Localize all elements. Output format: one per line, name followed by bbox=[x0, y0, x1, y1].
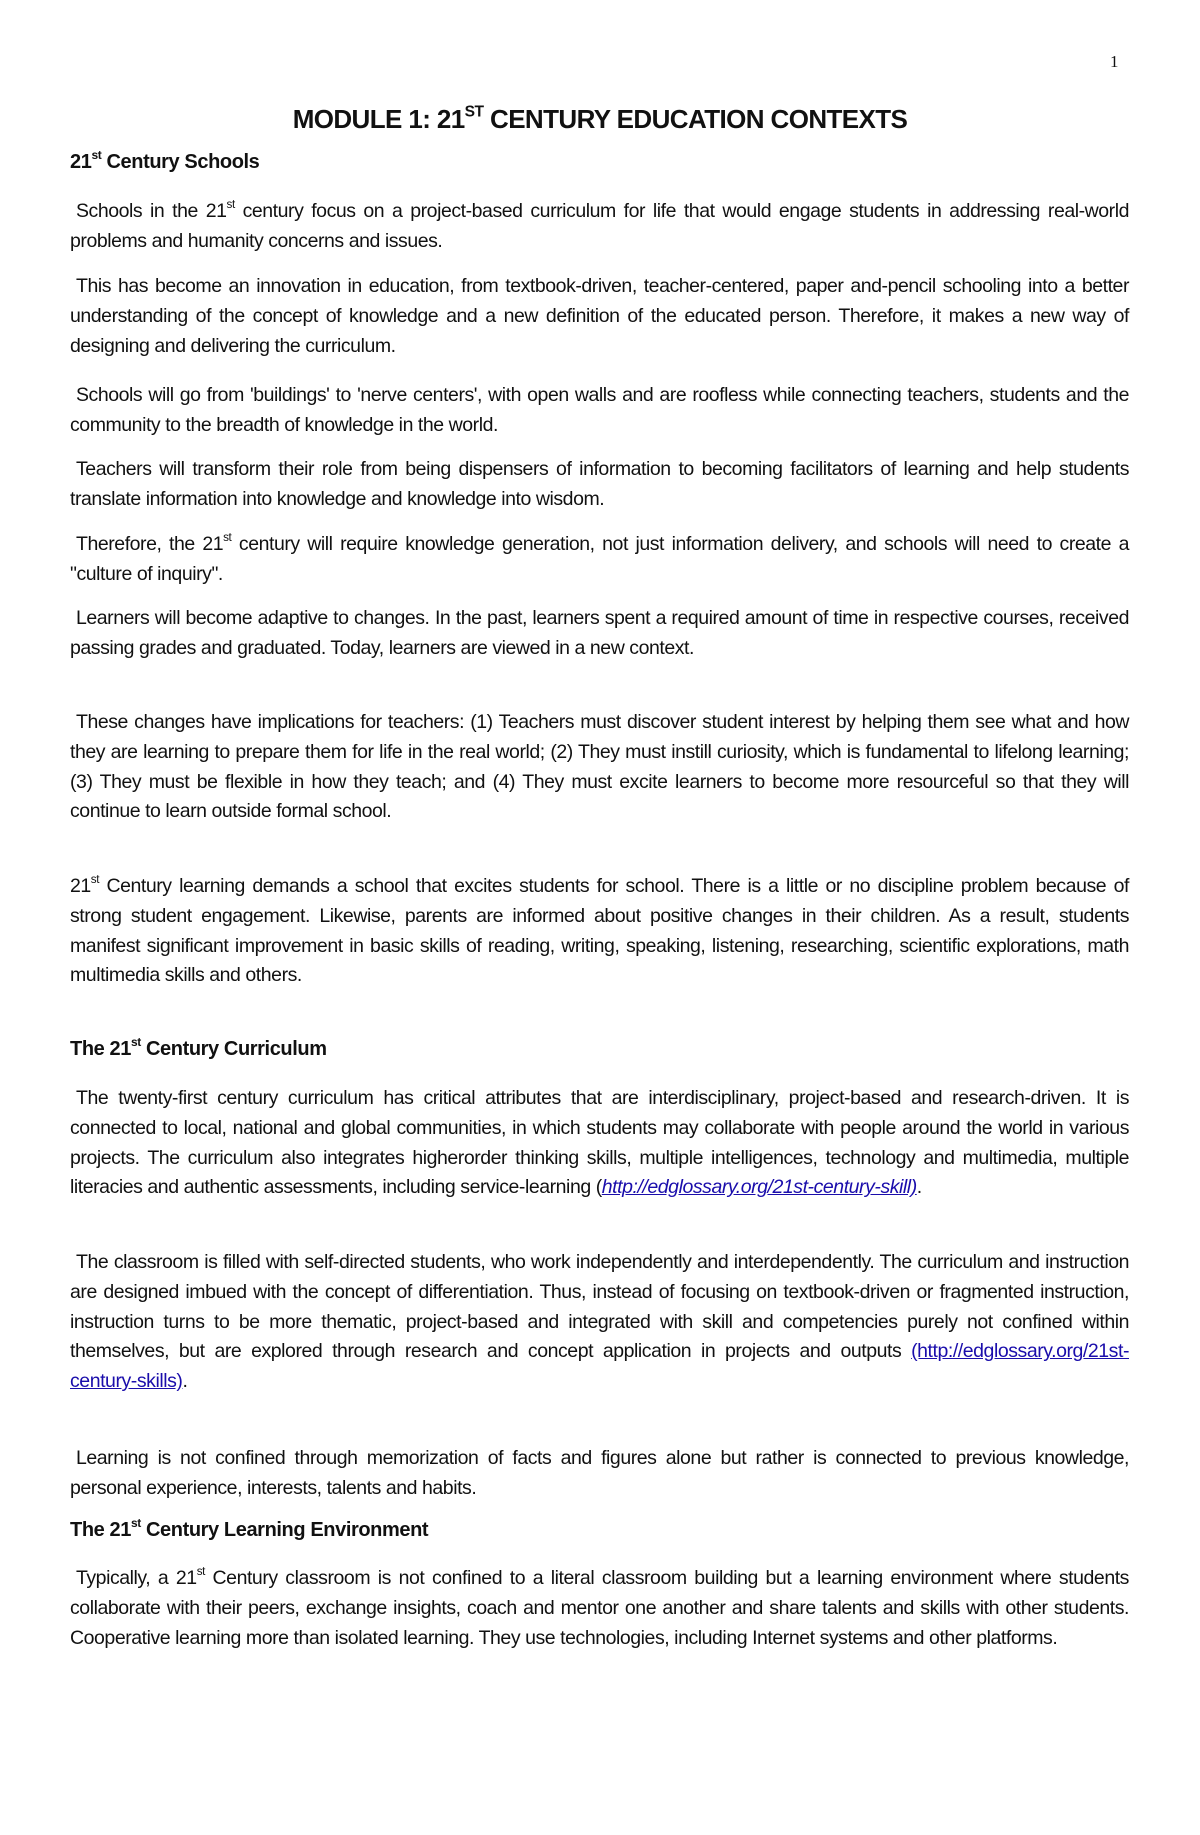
section-heading-schools bbox=[70, 148, 260, 174]
heading-sup: st bbox=[130, 1035, 141, 1049]
sup: st bbox=[90, 873, 99, 887]
heading-text: The 21 bbox=[70, 1038, 131, 1060]
paragraph bbox=[70, 708, 1129, 827]
section-heading-environment bbox=[70, 1516, 429, 1542]
text: century focus on a project-based curriculum for life that would engage students in addressing real-world problems and humanity concerns and issues. bbox=[70, 200, 1130, 252]
heading-text: Century Curriculum bbox=[140, 1038, 327, 1060]
text: Schools in the 21 bbox=[76, 200, 227, 222]
title-text: CENTURY EDUCATION CONTEXTS bbox=[483, 104, 908, 134]
heading-text: Century Schools bbox=[101, 151, 260, 173]
paragraph bbox=[70, 1444, 1129, 1504]
paragraph bbox=[70, 872, 1129, 991]
paragraph bbox=[70, 272, 1129, 361]
text: This has become an innovation in education, from textbook-driven, teacher-centered, paper and-pencil schooling into a better understanding of the concept of knowledge and a new definition of the educated person. Therefore, it makes a new way of designing and delivering the curriculum. bbox=[70, 275, 1129, 357]
page-title bbox=[0, 104, 1200, 135]
page-number: 1 bbox=[1110, 52, 1119, 71]
text: The classroom is filled with self-directed students, who work independently and interdependently. The curriculum and instruction are designed imbued with the concept of differentiation. Thus, instead of focusing on textbook-driven or fragmented instruction, instruction turns to be more thematic, project-based and integrated with skill and competencies purely not confined within themselves, but are explored through research and concept application in projects and outputs bbox=[70, 1251, 1129, 1363]
paragraph bbox=[70, 604, 1129, 664]
sup: st bbox=[226, 198, 235, 212]
heading-text: 21 bbox=[70, 151, 92, 173]
text: . bbox=[182, 1370, 188, 1393]
sup: st bbox=[223, 531, 232, 545]
text: . bbox=[916, 1176, 922, 1199]
text: Therefore, the 21 bbox=[76, 533, 224, 555]
paragraph bbox=[70, 530, 1129, 590]
heading-sup: st bbox=[130, 1516, 141, 1530]
heading-text: The 21 bbox=[70, 1519, 131, 1541]
title-sup: ST bbox=[464, 103, 484, 121]
text: Typically, a 21 bbox=[76, 1567, 197, 1589]
paragraph bbox=[70, 381, 1129, 441]
heading-sup: st bbox=[91, 148, 102, 162]
text: Century learning demands a school that excites students for school. There is a little or no discipline problem because of strong student engagement. Likewise, parents are informed about positive changes in their children. As a result, students manifest significant improvement in basic skills of reading, writing, speaking, listening, researching, scientific explorations, math multimedia skills and others. bbox=[70, 875, 1129, 987]
sup: st bbox=[196, 1565, 205, 1579]
edglossary-link[interactable]: (http://edglossary.org/21st-century-skills) bbox=[70, 1340, 1129, 1393]
text: Schools will go from 'buildings' to 'nerve centers', with open walls and are roofless while connecting teachers, students and the community to the breadth of knowledge in the world. bbox=[70, 384, 1129, 436]
heading-text: Century Learning Environment bbox=[140, 1519, 429, 1541]
paragraph bbox=[70, 1564, 1129, 1653]
text: These changes have implications for teachers: (1) Teachers must discover student interest by helping them see what and how they are learning to prepare them for life in the real world; (2) They must instill curiosity, which is fundamental to lifelong learning; (3) They must be flexible in how they teach; and (4) They must excite learners to become more resourceful so that they will continue to learn outside formal school. bbox=[70, 711, 1129, 823]
title-text: MODULE 1: 21 bbox=[292, 104, 465, 134]
text: Learners will become adaptive to changes. In the past, learners spent a required amount of time in respective courses, received passing grades and graduated. Today, learners are viewed in a new context. bbox=[70, 607, 1129, 659]
paragraph bbox=[70, 197, 1129, 257]
edglossary-link[interactable]: http://edglossary.org/21st-century-skill) bbox=[601, 1176, 917, 1199]
text: The twenty-first century curriculum has critical attributes that are interdisciplinary, project-based and research-driven. It is connected to local, national and global communities, in which students may collaborate with people around the world in various projects. The curriculum also integrates higherorder thinking skills, multiple intelligences, technology and multimedia, multiple literacies and authentic assessments, including service-learning ( bbox=[70, 1087, 1129, 1199]
text: Learning is not confined through memorization of facts and figures alone but rather is connected to previous knowledge, personal experience, interests, talents and habits. bbox=[70, 1447, 1129, 1499]
text: Century classroom is not confined to a literal classroom building but a learning environment where students collaborate with their peers, exchange insights, coach and mentor one another and share talents and skills with other students. Cooperative learning more than isolated learning. They use technologies, including Internet systems and other platforms. bbox=[70, 1567, 1129, 1649]
text: Teachers will transform their role from being dispensers of information to becoming facilitators of learning and help students translate information into knowledge and knowledge into wisdom. bbox=[70, 458, 1129, 510]
section-heading-curriculum bbox=[70, 1035, 327, 1061]
text: century will require knowledge generation, not just information delivery, and schools will need to create a "culture of inquiry". bbox=[70, 533, 1129, 585]
text: 21 bbox=[70, 875, 91, 897]
paragraph bbox=[70, 1084, 1129, 1203]
paragraph bbox=[70, 1248, 1129, 1397]
paragraph bbox=[70, 455, 1129, 515]
